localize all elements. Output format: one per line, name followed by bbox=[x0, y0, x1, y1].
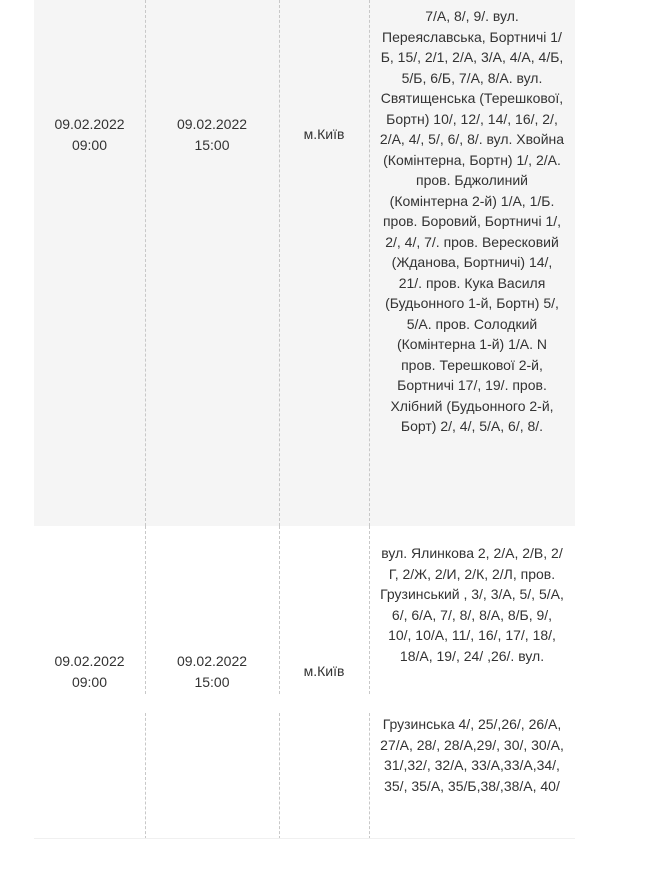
address-cell bbox=[369, 0, 575, 526]
table-row bbox=[34, 0, 575, 526]
city-cell bbox=[279, 0, 369, 526]
column-divider bbox=[145, 526, 146, 694]
end-cell bbox=[145, 526, 279, 694]
column-divider bbox=[279, 713, 280, 839]
start-date: 09.02.2022 bbox=[54, 653, 125, 669]
end-cell bbox=[145, 713, 279, 839]
start-cell bbox=[34, 0, 145, 526]
address-cell bbox=[369, 713, 575, 839]
start-date: 09.02.2022 bbox=[54, 116, 125, 132]
start-time: 09:00 bbox=[71, 673, 108, 690]
column-divider bbox=[369, 713, 370, 839]
column-divider bbox=[279, 526, 280, 694]
end-date: 09.02.2022 bbox=[176, 116, 248, 132]
city: м.Київ bbox=[303, 663, 345, 679]
end-cell bbox=[145, 0, 279, 526]
city-cell bbox=[279, 526, 369, 694]
address-cell bbox=[369, 526, 575, 694]
start-time: 09:00 bbox=[71, 136, 108, 153]
column-divider bbox=[145, 713, 146, 839]
end-date: 09.02.2022 bbox=[176, 653, 248, 669]
end-time: 15:00 bbox=[194, 673, 230, 690]
address-list: 7/А, 8/, 9/. вул. Переяславська, Бортничі 1/Б, 15/, 2/1, 2/А, 3/А, 4/А, 4/Б, 5/Б, 6/Б, 7/А, 8/А. вул. Святищенська (Терешкової, Бортн) 10/, 12/, 14/, 16/, 2/, 2/А, 4/, 5/, 6/, 8/. вул. Хвойна (Комінтерна, Бортн) 1/, 2/А. пров. Бджолиний (Комінтерна 2-й) 1/А, 1/Б. пров. Боровий, Бортничі 1/, 2/, 4/, 7/. пров. Вересковий (Жданова, Бортничі) 14/, 21/. пров. Кука Василя (Будьонного 1-й, Бортн) 5/, 5/А. пров. Солодкий (Комінтерна 1-й) 1/А. N пров. Терешкової 2-й, Бортничі 17/, 19/. пров. Хлібний (Будьонного 2-й, Борт) 2/, 4/, 5/А, 6/, 8/. bbox=[379, 8, 565, 434]
start-cell bbox=[34, 713, 145, 839]
table-bottom-border bbox=[34, 838, 575, 839]
column-divider bbox=[369, 0, 370, 526]
column-divider bbox=[279, 0, 280, 526]
address-list: Грузинська 4/, 25/,26/, 26/А, 27/А, 28/, 28/А,29/, 30/, 30/А, 31/,32/, 32/А, 33/А,33/А,34/, 35/, 35/А, 35/Б,38/,38/А, 40/ bbox=[380, 716, 564, 794]
column-divider bbox=[369, 526, 370, 694]
end-time: 15:00 bbox=[194, 136, 230, 153]
city: м.Київ bbox=[303, 126, 345, 142]
city-cell bbox=[279, 713, 369, 839]
start-cell bbox=[34, 526, 145, 694]
address-list: вул. Ялинкова 2, 2/А, 2/В, 2/Г, 2/Ж, 2/И, 2/К, 2/Л, пров. Грузинський , 3/, 3/А, 5/, 5/А, 6/, 6/А, 7/, 8/, 8/А, 8/Б, 9/, 10/, 10/А, 11/, 16/, 17/, 18/, 18/А, 19/, 24/ ,26/. вул. bbox=[380, 545, 564, 664]
column-divider bbox=[145, 0, 146, 526]
table-row bbox=[34, 526, 575, 694]
table-row bbox=[34, 713, 575, 839]
